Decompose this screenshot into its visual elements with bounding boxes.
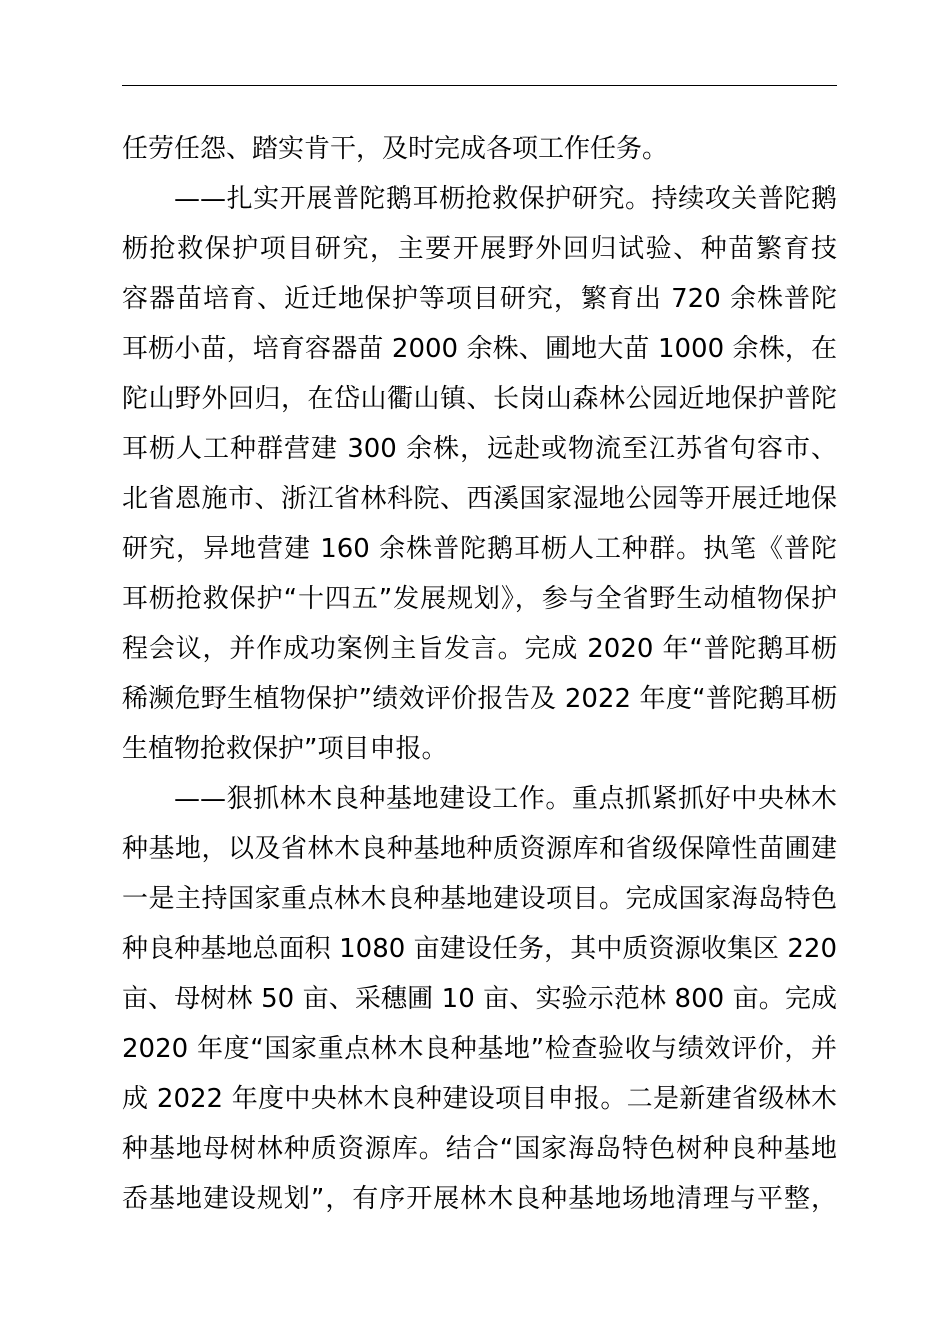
text-line-21: 种基地母树林种质资源库。结合“国家海岛特色树种良种基地	[122, 1134, 837, 1164]
text-line-12: 稀濒危野生植物保护”绩效评价报告及 2022 年度“普陀鹅耳枥	[122, 684, 837, 714]
text-line-3: 枥抢救保护项目研究，主要开展野外回归试验、种苗繁育技	[122, 234, 837, 264]
text-line-18: 亩、母树林 50 亩、采穗圃 10 亩、实验示范林 800 亩。完成	[122, 984, 837, 1014]
text-line-15: 种基地，以及省林木良种基地种质资源库和省级保障性苗圃建	[122, 834, 837, 864]
text-line-5: 耳枥小苗，培育容器苗 2000 余株、圃地大苗 1000 余株，在	[122, 334, 837, 364]
text-line-13: 生植物抢救保护”项目申报。	[122, 734, 448, 764]
text-line-20: 成 2022 年度中央林木良种建设项目申报。二是新建省级林木	[122, 1084, 837, 1114]
text-line-6: 陀山野外回归，在岱山衢山镇、长岗山森林公园近地保护普陀	[122, 384, 837, 414]
paragraph-3-line-1: ——狠抓林木良种基地建设工作。重点抓紧抓好中央林木	[174, 784, 837, 814]
text-line-19: 2020 年度“国家重点林木良种基地”检查验收与绩效评价，并	[122, 1034, 837, 1064]
text-line-9: 研究，异地营建 160 余株普陀鹅耳枥人工种群。执笔《普陀	[122, 534, 837, 564]
text-line-16: 一是主持国家重点林木良种基地建设项目。完成国家海岛特色	[122, 884, 837, 914]
text-line-11: 程会议，并作成功案例主旨发言。完成 2020 年“普陀鹅耳枥	[122, 634, 837, 664]
paragraph-2-line-1: ——扎实开展普陀鹅耳枥抢救保护研究。持续攻关普陀鹅	[174, 184, 837, 214]
text-line-7: 耳枥人工种群营建 300 余株，远赴或物流至江苏省句容市、	[122, 434, 837, 464]
header-rule	[122, 85, 837, 86]
text-line-1: 任劳任怨、踏实肯干，及时完成各项工作任务。	[122, 134, 669, 164]
text-line-10: 耳枥抢救保护“十四五”发展规划》，参与全省野生动植物保护	[122, 584, 837, 614]
text-line-4: 容器苗培育、近迁地保护等项目研究，繁育出 720 余株普陀	[122, 284, 837, 314]
text-line-22: 岙基地建设规划”，有序开展林木良种基地场地清理与平整，	[122, 1184, 837, 1214]
text-line-17: 种良种基地总面积 1080 亩建设任务，其中质资源收集区 220	[122, 934, 837, 964]
document-body	[122, 124, 837, 1224]
text-line-8: 北省恩施市、浙江省林科院、西溪国家湿地公园等开展迁地保	[122, 484, 837, 514]
